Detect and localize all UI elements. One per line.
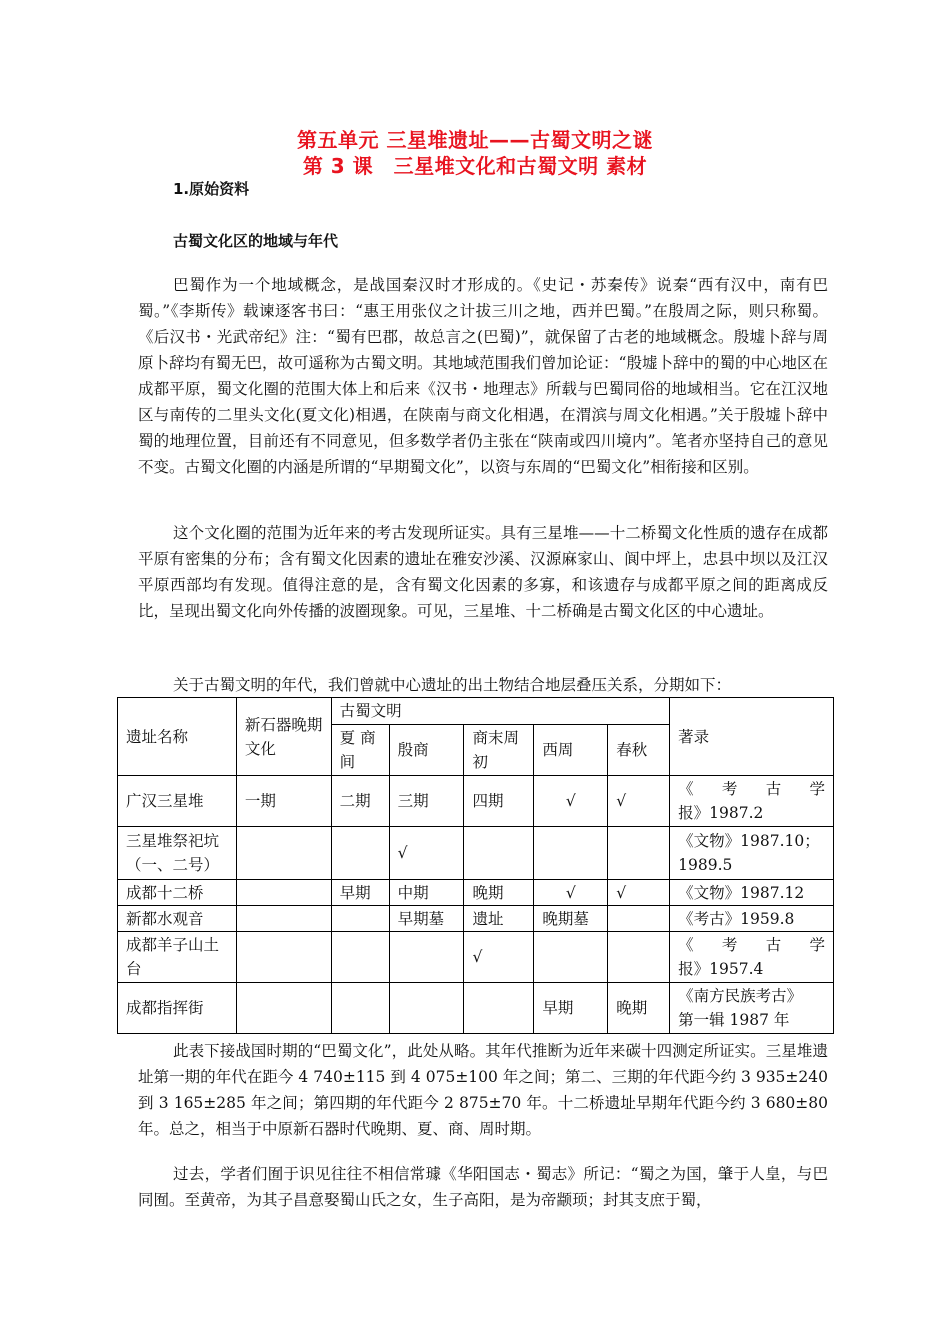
cell-shang-zhou: 晚期 (464, 880, 534, 906)
cell-neolithic (236, 880, 331, 906)
paragraph-2: 这个文化圈的范围为近年来的考古发现所证实。具有三星堆——十二桥蜀文化性质的遗存在成都平原有密集的分布；含有蜀文化因素的遗址在雅安沙溪、汉源麻家山、阆中坪上，忠县中坝以及江汉平原西部均有发现。值得注意的是，含有蜀文化因素的多寡，和该遗存与成都平原之间的距离成反比，呈现出蜀文化向外传播的波圈现象。可见，三星堆、十二桥确是古蜀文化区的中心遗址。 (138, 524, 828, 620)
cell-yin-shang (389, 932, 464, 983)
header-shang-zhou: 商末周初 (464, 725, 534, 776)
table-row (118, 776, 834, 827)
section-heading-region-and-age: 古蜀文化区的地域与年代 (173, 232, 339, 250)
cell-xia-shang (331, 932, 389, 983)
cell-yin-shang: 早期墓 (389, 906, 464, 932)
reference-line-2: 报》1957.4 (678, 960, 764, 978)
header-neolithic: 新石器晚期文化 (236, 698, 331, 776)
table-header-row (118, 698, 834, 725)
cell-site: 成都十二桥 (118, 880, 237, 906)
header-ancient-shu: 古蜀文明 (331, 698, 669, 725)
cell-spring-autumn: √ (608, 776, 670, 827)
cell-xia-shang: 早期 (331, 880, 389, 906)
table-row (118, 827, 834, 880)
cell-site: 新都水观音 (118, 906, 237, 932)
paragraph-1: 巴蜀作为一个地域概念，是战国秦汉时才形成的。《史记・苏秦传》说秦“西有汉中，南有巴蜀。”《李斯传》载谏逐客书曰：“惠王用张仪之计拔三川之地，西并巴蜀。”在殷周之际，则只称蜀。《后汉书・光武帝纪》注：“蜀有巴郡，故总言之(巴蜀)”，就保留了古老的地域概念。殷墟卜辞与周原卜辞均有蜀无巴，故可遥称为古蜀文明。其地域范围我们曾加论证：“殷墟卜辞中的蜀的中心地区在成都平原，蜀文化圈的范围大体上和后来《汉书・地理志》所载与巴蜀同俗的地域相当。它在江汉地区与南传的二里头文化(夏文化)相遇，在陕南与商文化相遇，在渭滨与周文化相遇。”关于殷墟卜辞中蜀的地理位置，目前还有不同意见，但多数学者仍主张在“陕南或四川境内”。笔者亦坚持自己的意见不变。古蜀文化圈的内涵是所谓的“早期蜀文化”，以资与东周的“巴蜀文化”相衔接和区别。 (138, 276, 828, 476)
header-reference: 著录 (670, 698, 834, 776)
cell-neolithic (236, 827, 331, 880)
cell-shang-zhou: 遗址 (464, 906, 534, 932)
chronology-table (117, 697, 834, 1034)
cell-spring-autumn (608, 906, 670, 932)
table-row (118, 983, 834, 1034)
cell-western-zhou (534, 827, 608, 880)
reference-line-1: 《文物》1987.10； (678, 832, 820, 850)
cell-yin-shang: 中期 (389, 880, 464, 906)
header-xia-shang: 夏 商间 (331, 725, 389, 776)
reference-line-1: 《考古》1959.8 (678, 909, 795, 928)
paragraph-4: 此表下接战国时期的“巴蜀文化”，此处从略。其年代推断为近年来碳十四测定所证实。三星堆遗址第一期的年代在距今 4 740±115 到 4 075±100 年之间；第二、三期的年代距今约 3 935±240 到 3 165±285 年之间；第四期的年代距今 2 875±70 年。十二桥遗址早期年代距今约 3 680±80 年。总之，相当于中原新石器时代晚期、夏、商、周时期。 (138, 1042, 828, 1138)
header-site: 遗址名称 (118, 698, 237, 776)
cell-reference (670, 983, 834, 1034)
reference-line-1: 《文物》1987.12 (678, 883, 805, 902)
cell-shang-zhou (464, 827, 534, 880)
cell-neolithic (236, 983, 331, 1034)
cell-xia-shang (331, 827, 389, 880)
cell-reference (670, 880, 834, 906)
reference-line-2: 报》1987.2 (678, 804, 764, 822)
reference-line-1: 《考古学 (678, 936, 825, 954)
cell-xia-shang (331, 906, 389, 932)
cell-reference (670, 827, 834, 880)
cell-yin-shang (389, 983, 464, 1034)
cell-reference (670, 932, 834, 983)
reference-line-2: 第一辑 1987 年 (678, 1011, 790, 1029)
cell-western-zhou: √ (534, 776, 608, 827)
section-heading-original-materials: 1.原始资料 (173, 180, 250, 198)
reference-line-2: 1989.5 (678, 856, 733, 874)
header-western-zhou: 西周 (534, 725, 608, 776)
reference-line-1: 《南方民族考古》 (678, 987, 803, 1005)
cell-western-zhou: 早期 (534, 983, 608, 1034)
cell-neolithic (236, 906, 331, 932)
cell-site: 成都指挥街 (118, 983, 237, 1034)
cell-site: 成都羊子山土台 (118, 932, 237, 983)
cell-spring-autumn (608, 932, 670, 983)
cell-site: 广汉三星堆 (118, 776, 237, 827)
cell-yin-shang: √ (389, 827, 464, 880)
cell-reference (670, 906, 834, 932)
cell-neolithic: 一期 (236, 776, 331, 827)
paragraph-3: 关于古蜀文明的年代，我们曾就中心遗址的出土物结合地层叠压关系，分期如下： (173, 676, 732, 694)
cell-western-zhou (534, 932, 608, 983)
document-subtitle: 第 3 课 三星堆文化和古蜀文明 素材 (302, 154, 648, 178)
cell-shang-zhou: 四期 (464, 776, 534, 827)
cell-xia-shang (331, 983, 389, 1034)
cell-western-zhou: 晚期墓 (534, 906, 608, 932)
cell-spring-autumn (608, 827, 670, 880)
table-row (118, 906, 834, 932)
cell-western-zhou: √ (534, 880, 608, 906)
cell-spring-autumn: √ (608, 880, 670, 906)
header-yin-shang: 殷商 (389, 725, 464, 776)
cell-spring-autumn: 晚期 (608, 983, 670, 1034)
cell-shang-zhou: √ (464, 932, 534, 983)
cell-xia-shang: 二期 (331, 776, 389, 827)
cell-site: 三星堆祭祀坑（一、二号） (118, 827, 237, 880)
cell-neolithic (236, 932, 331, 983)
table-row (118, 880, 834, 906)
reference-line-1: 《考古学 (678, 780, 825, 798)
document-title: 第五单元 三星堆遗址——古蜀文明之谜 (297, 128, 653, 152)
table-row (118, 932, 834, 983)
header-spring-autumn: 春秋 (608, 725, 670, 776)
cell-shang-zhou (464, 983, 534, 1034)
cell-yin-shang: 三期 (389, 776, 464, 827)
cell-reference (670, 776, 834, 827)
paragraph-5: 过去，学者们囿于识见往往不相信常璩《华阳国志・蜀志》所记：“蜀之为国，肇于人皇，与巴同囿。至黄帝，为其子昌意娶蜀山氏之女，生子高阳，是为帝颛顼；封其支庶于蜀， (138, 1165, 828, 1209)
